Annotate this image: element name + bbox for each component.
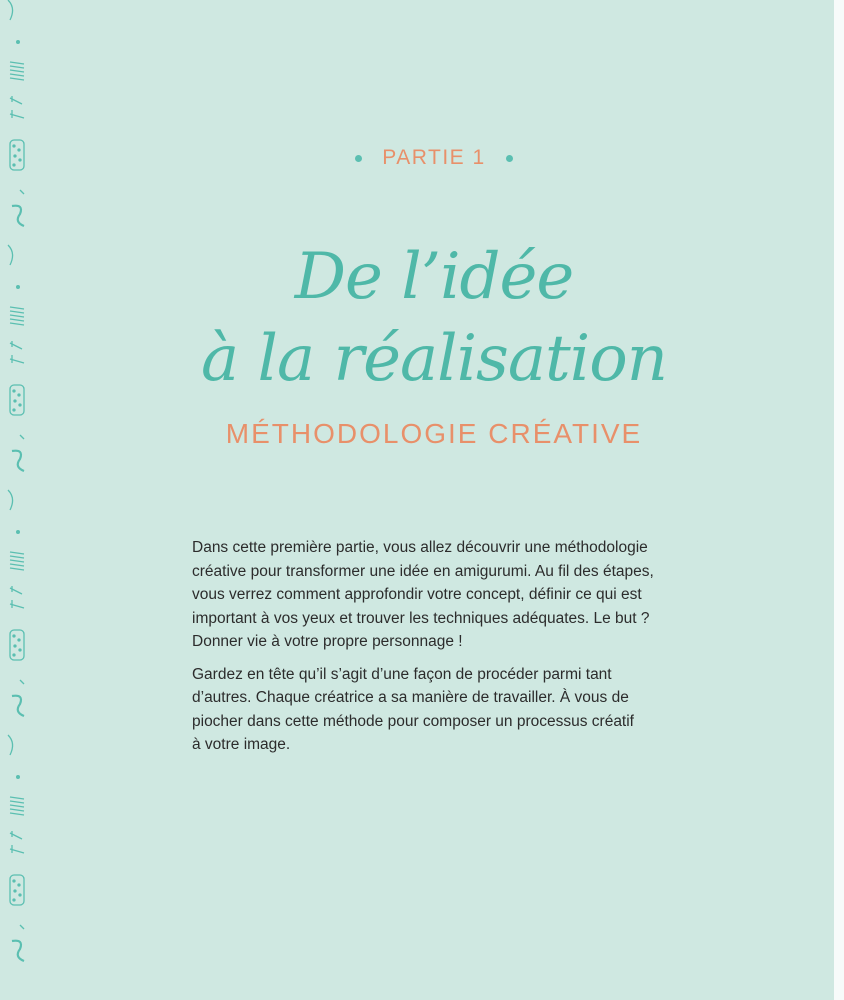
pattern-block bbox=[8, 0, 24, 226]
paragraph-advice: Gardez en tête qu’il s’agit d’une façon de procéder parmi tant d’autres. Chaque créatrice a sa manière de travailler. À vous de piocher dans cette méthode pour composer un processus créatif à votre image. bbox=[192, 665, 634, 753]
hook-tip-icon bbox=[20, 190, 24, 194]
crochet-hook-icon bbox=[10, 96, 22, 104]
paragraph-intro: Dans cette première partie, vous allez découvrir une méthodologie créative pour transformer une idée en amigurumi. Au fil des étapes, vous verrez comment approfondir votre concept, définir ce qui est important à vos yeux et trouver les techniques adéquates. Le but ? Donner vie à votre propre personnage ! bbox=[192, 539, 654, 650]
dot-icon bbox=[16, 40, 20, 44]
yarn-ball-icon bbox=[8, 0, 13, 20]
dot-icon bbox=[355, 155, 362, 162]
page-title-line-2: à la réalisation bbox=[201, 322, 667, 396]
curl-icon bbox=[12, 206, 24, 226]
part-label bbox=[0, 143, 844, 173]
part-label-text: PARTIE 1 bbox=[382, 146, 486, 169]
yarn-skein-icon bbox=[10, 62, 24, 80]
page-subtitle: MÉTHODOLOGIE CRÉATIVE bbox=[225, 418, 643, 449]
crochet-hook-icon bbox=[10, 110, 24, 118]
body-text bbox=[192, 536, 692, 766]
page-title-line-1: De l’idée bbox=[294, 240, 574, 314]
dot-icon bbox=[506, 155, 513, 162]
